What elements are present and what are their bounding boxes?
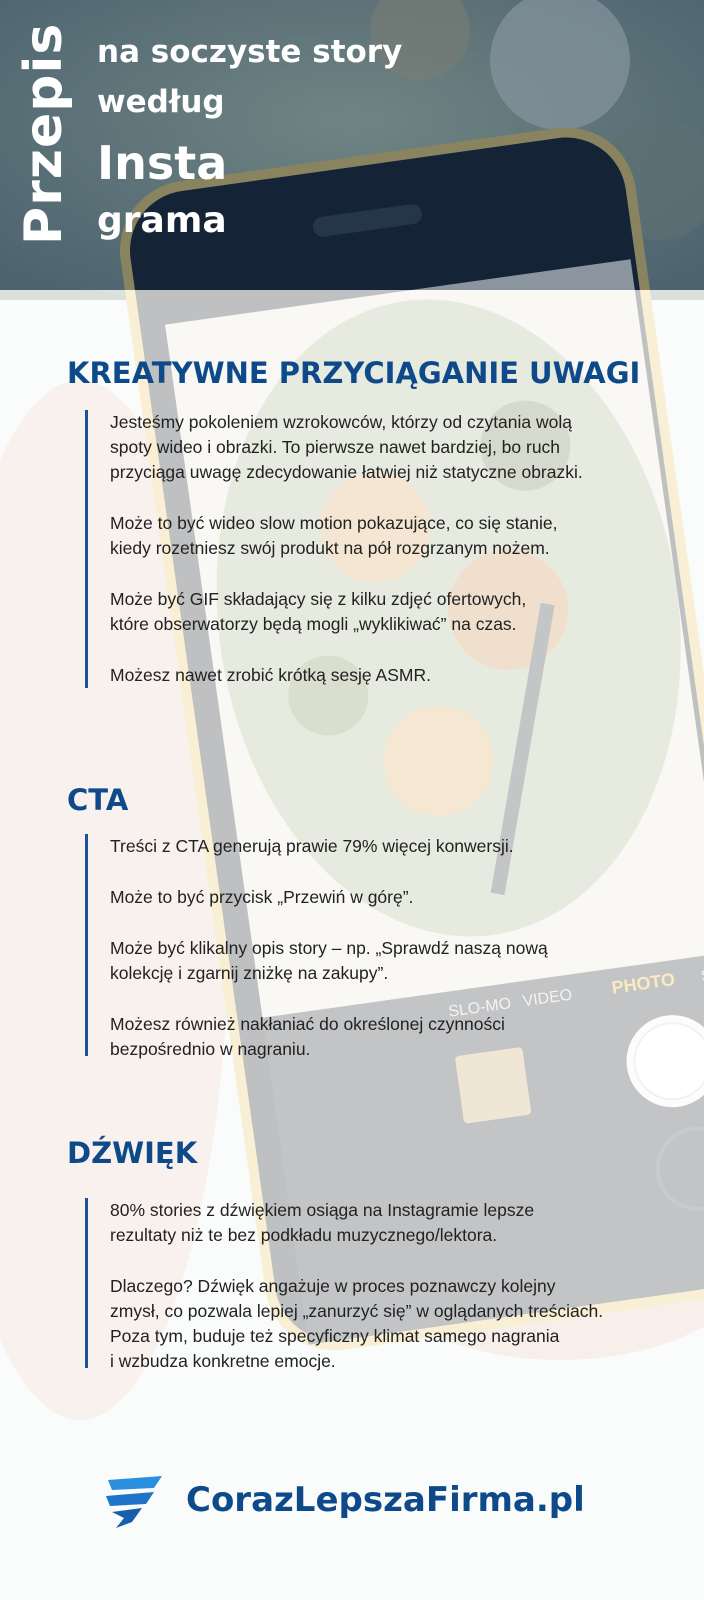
section-body-attention	[85, 410, 670, 688]
paragraph: Może być klikalny opis story – np. „Sprawdź naszą nową kolekcję i zgarnij zniżkę na zakupy”.	[110, 938, 548, 983]
brand-name[interactable]: CorazLepszaFirma.pl	[186, 1480, 585, 1520]
paragraph: Jesteśmy pokoleniem wzrokowców, którzy od czytania wolą spoty wideo i obrazki. To pierwsze nawet bardziej, bo ruch przyciąga uwagę zdecydowanie łatwiej niż statyczne obrazki.	[110, 412, 583, 482]
swirl-logo-icon	[102, 1474, 164, 1530]
section-title-attention: KREATYWNE PRZYCIĄGANIE UWAGI	[67, 356, 641, 390]
paragraph: Treści z CTA generują prawie 79% więcej konwersji.	[110, 836, 514, 856]
section-body-cta	[85, 834, 670, 1059]
paragraph: Dlaczego? Dźwięk angażuje w proces poznawczy kolejny zmysł, co pozwala lepiej „zanurzyć się” w oglądanych treściach. Poza tym, buduje też specyficzny klimat samego nagrania i wzbudza konkretne emocje.	[110, 1276, 604, 1371]
header-line-4: grama	[97, 200, 227, 241]
section-title-sound: DŹWIĘK	[67, 1136, 198, 1170]
paragraph: Może być GIF składający się z kilku zdjęć ofertowych, które obserwatorzy będą mogli „wyklikiwać” na czas.	[110, 589, 527, 634]
paragraph: 80% stories z dźwiękiem osiąga na Instagramie lepsze rezultaty niż te bez podkładu muzycznego/lektora.	[110, 1200, 535, 1245]
paragraph: Możesz nawet zrobić krótką sesję ASMR.	[110, 665, 431, 685]
section-title-cta: CTA	[67, 783, 129, 817]
header-line-1: na soczyste story	[97, 34, 403, 70]
section-body-sound	[85, 1198, 675, 1371]
header-line-2: według	[97, 84, 225, 120]
header-vertical-word: Przepis	[14, 22, 74, 245]
paragraph: Może to być przycisk „Przewiń w górę”.	[110, 887, 414, 907]
paragraph: Może to być wideo slow motion pokazujące, co się stanie, kiedy rozetniesz swój produkt na pół rozgrzanym nożem.	[110, 513, 558, 558]
paragraph: Możesz również nakłaniać do określonej czynności bezpośrednio w nagraniu.	[110, 1014, 505, 1059]
header-line-3: Insta	[97, 136, 228, 190]
